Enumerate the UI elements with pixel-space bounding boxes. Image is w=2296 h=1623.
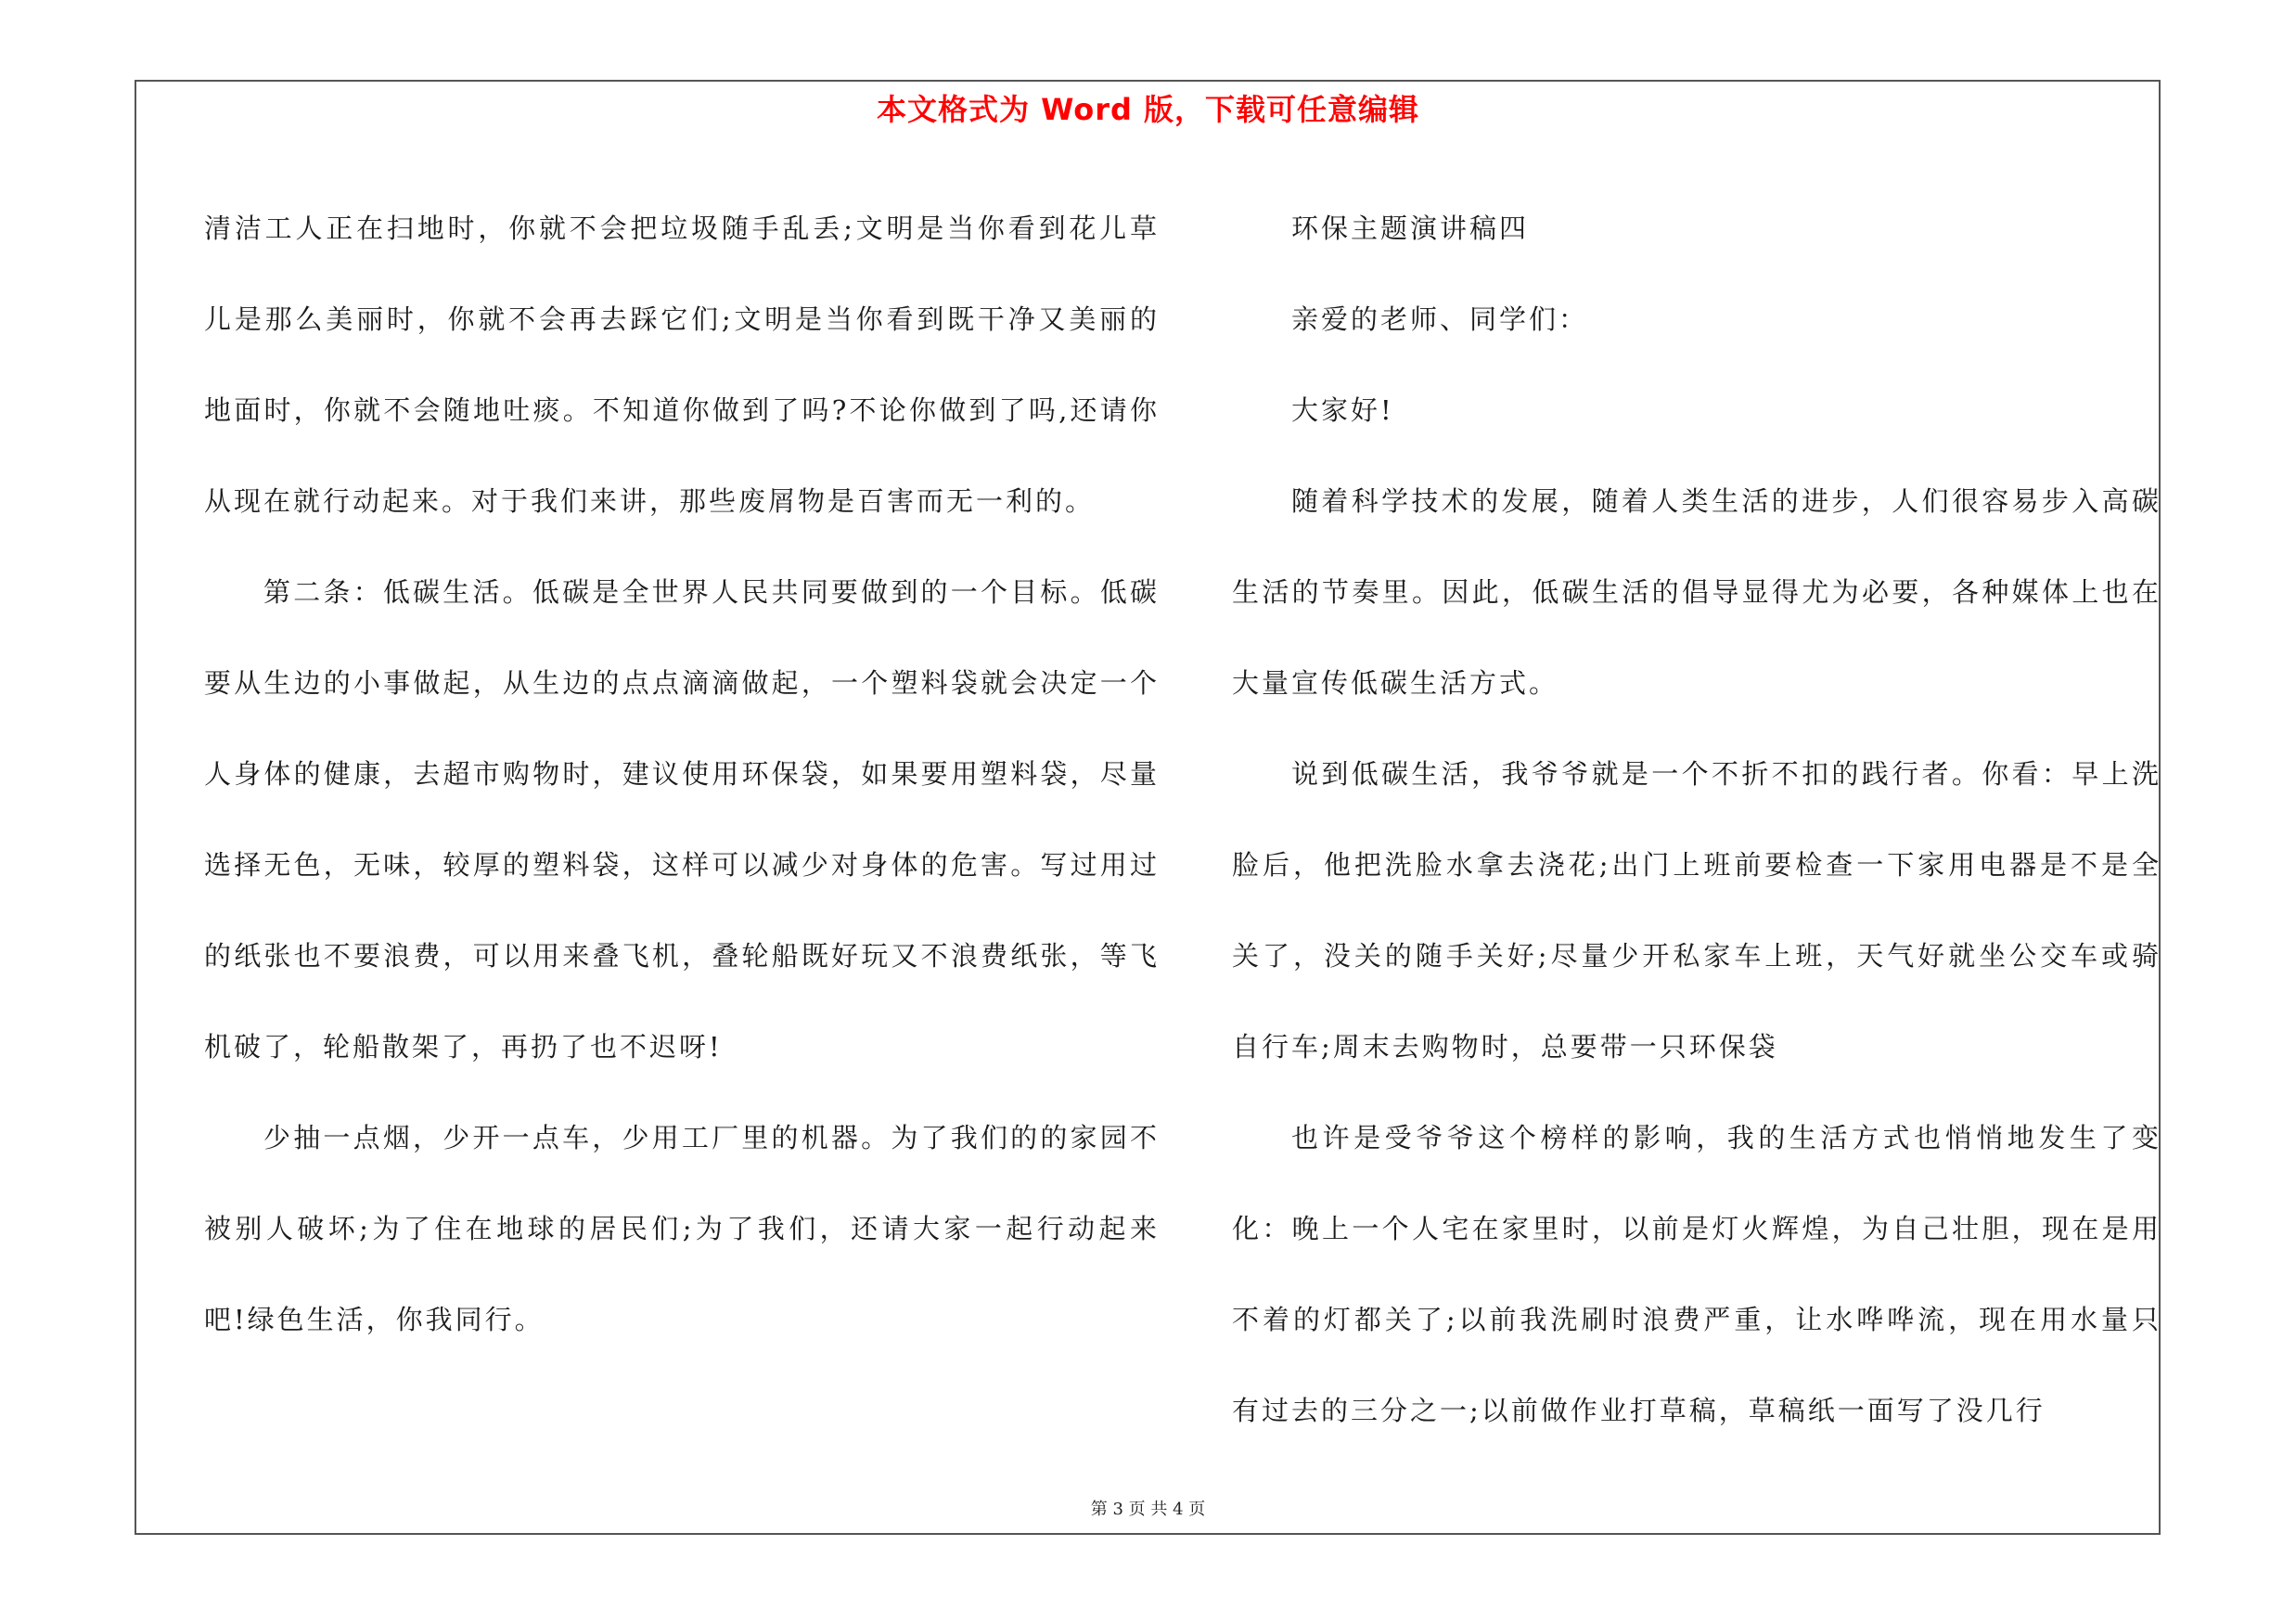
page-number: 第 3 页 共 4 页 [1090, 1500, 1206, 1519]
paragraph-intro: 随着科学技术的发展，随着人类生活的进步，人们很容易步入高碳生活的节奏里。因此，低碳生活的倡导显得尤为必要，各种媒体上也在大量宣传低碳生活方式。 [1232, 485, 2161, 699]
greeting: 大家好! [1291, 394, 1394, 426]
paragraph-low-carbon: 第二条：低碳生活。低碳是全世界人民共同要做到的一个目标。低碳要从生边的小事做起，从生边的点点滴滴做起，一个塑料袋就会决定一个人身体的健康，去超市购物时，建议使用环保袋，如果要用塑料袋，尽量选择无色，无味，较厚的塑料袋，这样可以减少对身体的危害。写过用过的纸张也不要浪费，可以用来叠飞机，叠轮船既好玩又不浪费纸张，等飞机破了，轮船散架了，再扔了也不迟呀! [204, 576, 1160, 1063]
paragraph-continuation: 清洁工人正在扫地时，你就不会把垃圾随手乱丢;文明是当你看到花儿草儿是那么美丽时，你就不会再去踩它们;文明是当你看到既干净又美丽的地面时，你就不会随地吐痰。不知道你做到了吗?不论你做到了吗,还请你从现在就行动起来。对于我们来讲，那些废屑物是百害而无一利的。 [204, 213, 1160, 517]
paragraph-grandpa: 说到低碳生活，我爷爷就是一个不折不扣的践行者。你看：早上洗脸后，他把洗脸水拿去浇花;出门上班前要检查一下家用电器是不是全关了，没关的随手关好;尽量少开私家车上班，天气好就坐公交车或骑自行车;周末去购物时，总要带一只环保袋 [1232, 758, 2161, 1063]
right-text-column [1232, 183, 2161, 1456]
salutation: 亲爱的老师、同学们： [1291, 303, 1589, 335]
left-text-column [204, 183, 1160, 1365]
speech-title: 环保主题演讲稿四 [1291, 213, 1530, 244]
paragraph-green-living: 少抽一点烟，少开一点车，少用工厂里的机器。为了我们的的家园不被别人破坏;为了住在地球的居民们;为了我们，还请大家一起行动起来吧!绿色生活，你我同行。 [204, 1122, 1160, 1335]
paragraph-lifestyle-change: 也许是受爷爷这个榜样的影响，我的生活方式也悄悄地发生了变化：晚上一个人宅在家里时，以前是灯火辉煌，为自己壮胆，现在是用不着的灯都关了;以前我洗刷时浪费严重，让水哗哗流，现在用水量只有过去的三分之一;以前做作业打草稿，草稿纸一面写了没几行 [1232, 1122, 2161, 1426]
document-header-notice: 本文格式为 Word 版，下载可任意编辑 [876, 92, 1420, 127]
